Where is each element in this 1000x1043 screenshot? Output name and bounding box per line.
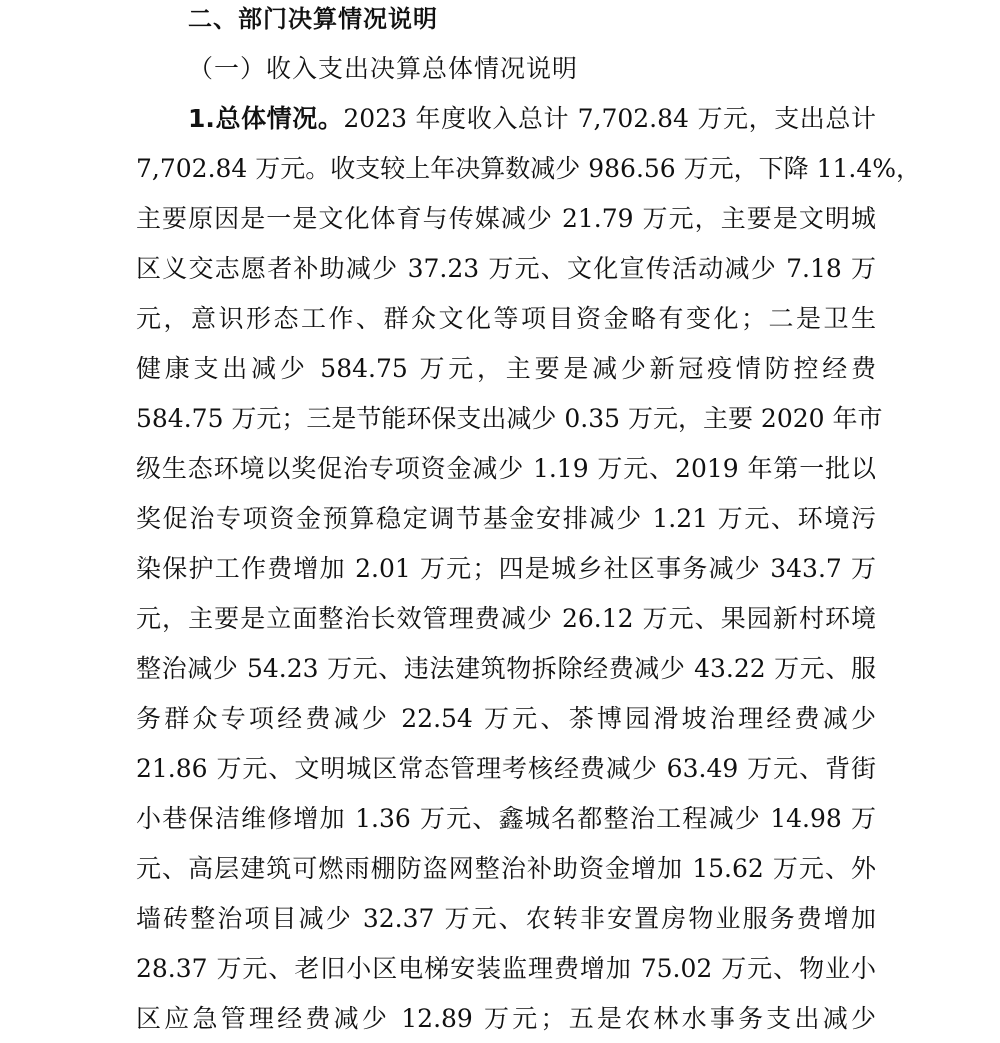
paragraph-line: 28.37 万元、老旧小区电梯安装监理费增加 75.02 万元、物业小 — [136, 954, 876, 983]
paragraph-line: 区应急管理经费减少 12.89 万元；五是农林水事务支出减少 — [136, 1004, 876, 1033]
paragraph-line: 整治减少 54.23 万元、违法建筑物拆除经费减少 43.22 万元、服 — [136, 654, 876, 683]
paragraph-line: 健康支出减少 584.75 万元，主要是减少新冠疫情防控经费 — [136, 354, 876, 383]
paragraph-line: 主要原因是一是文化体育与传媒减少 21.79 万元，主要是文明城 — [136, 204, 876, 233]
section-heading: 二、部门决算情况说明 — [188, 5, 438, 33]
paragraph-line: 小巷保洁维修增加 1.36 万元、鑫城名都整治工程减少 14.98 万 — [136, 804, 876, 833]
paragraph-line: 21.86 万元、文明城区常态管理考核经费减少 63.49 万元、背街 — [136, 754, 876, 783]
paragraph-line: 级生态环境以奖促治专项资金减少 1.19 万元、2019 年第一批以 — [136, 454, 876, 483]
paragraph-line: 区义交志愿者补助减少 37.23 万元、文化宣传活动减少 7.18 万 — [136, 254, 876, 283]
section-subheading: （一）收入支出决算总体情况说明 — [188, 54, 579, 83]
paragraph-lead: 1.总体情况。 — [188, 104, 344, 133]
paragraph-line: 务群众专项经费减少 22.54 万元、茶博园滑坡治理经费减少 — [136, 704, 876, 733]
paragraph-line — [188, 102, 876, 136]
paragraph-line-text: 2023 年度收入总计 7,702.84 万元，支出总计 — [343, 104, 876, 133]
paragraph-line: 墙砖整治项目减少 32.37 万元、农转非安置房物业服务费增加 — [136, 904, 876, 933]
paragraph-line: 染保护工作费增加 2.01 万元；四是城乡社区事务减少 343.7 万 — [136, 554, 876, 583]
paragraph-line: 奖促治专项资金预算稳定调节基金安排减少 1.21 万元、环境污 — [136, 504, 876, 533]
paragraph-line: 元，意识形态工作、群众文化等项目资金略有变化；二是卫生 — [136, 304, 876, 333]
paragraph-line: 7,702.84 万元。收支较上年决算数减少 986.56 万元，下降 11.4%， — [136, 154, 922, 183]
paragraph-line: 元、高层建筑可燃雨棚防盗网整治补助资金增加 15.62 万元、外 — [136, 854, 876, 883]
paragraph-line: 584.75 万元；三是节能环保支出减少 0.35 万元，主要 2020 年市 — [136, 404, 883, 433]
paragraph-line: 元，主要是立面整治长效管理费减少 26.12 万元、果园新村环境 — [136, 604, 876, 633]
